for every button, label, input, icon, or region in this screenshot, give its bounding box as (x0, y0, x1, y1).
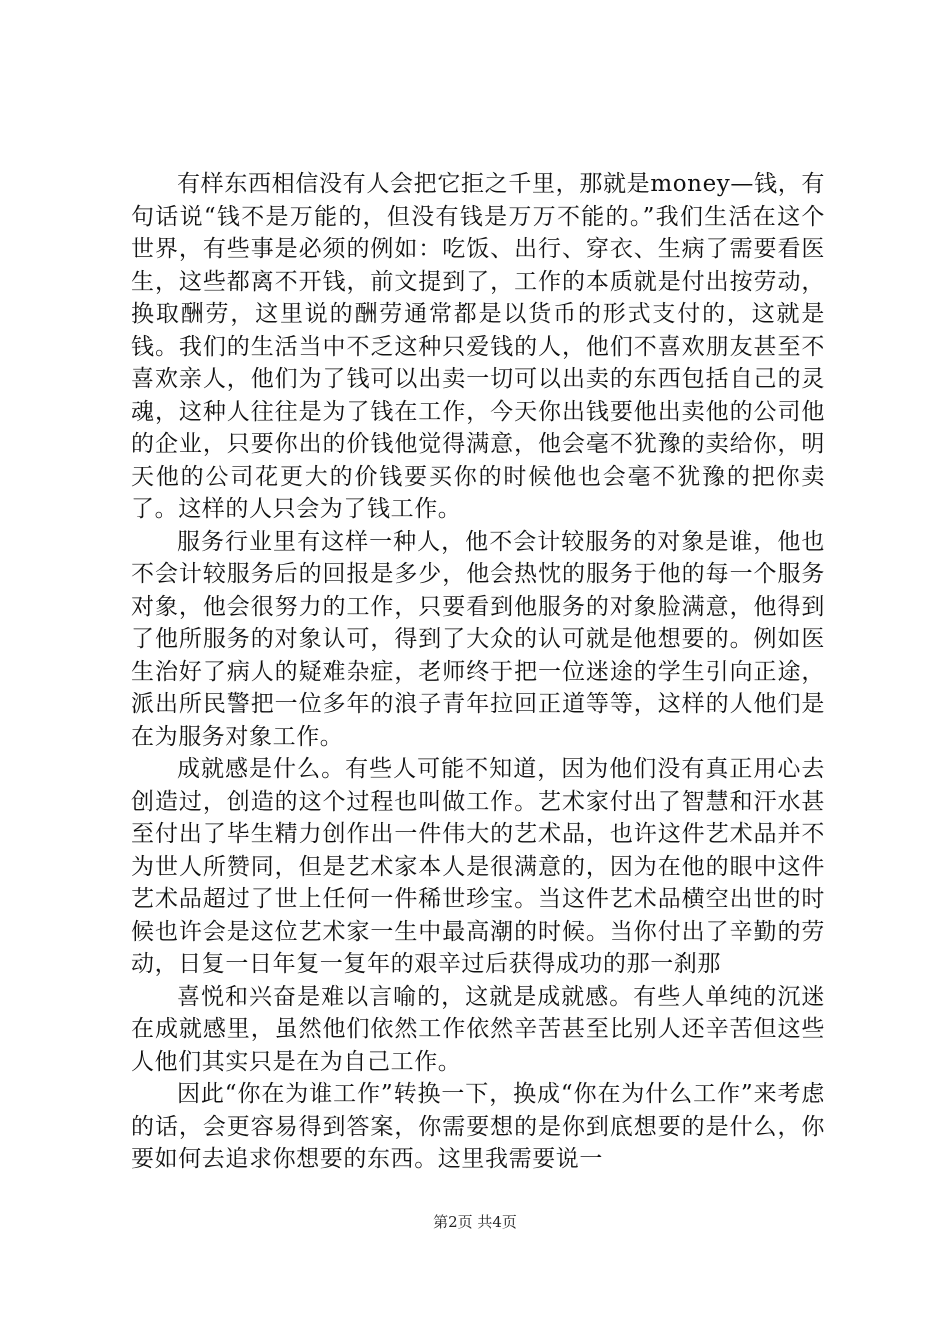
page-number: 第2页 共4页 (433, 1213, 517, 1231)
paragraph-money: 有样东西相信没有人会把它拒之千里，那就是money—钱，有句话说“钱不是万能的，但没有钱是万万不能的。”我们生活在这个世界，有些事是必须的例如：吃饭、出行、穿衣、生病了需要看医生，这些都离不开钱，前文提到了，工作的本质就是付出按劳动，换取酬劳，这里说的酬劳通常都是以货币的形式支付的，这就是钱。我们的生活当中不乏这种只爱钱的人，他们不喜欢朋友甚至不喜欢亲人，他们为了钱可以出卖一切可以出卖的东西包括自己的灵魂，这种人往往是为了钱在工作，今天你出钱要他出卖他的公司他的企业，只要你出的价钱他觉得满意，他会毫不犹豫的卖给你，明天他的公司花更大的价钱要买你的时候他也会毫不犹豫的把你卖了。这样的人只会为了钱工作。 (131, 171, 825, 522)
body-text (131, 168, 825, 1176)
paragraph-service: 服务行业里有这样一种人，他不会计较服务的对象是谁，他也不会计较服务后的回报是多少，他会热忱的服务于他的每一个服务对象，他会很努力的工作，只要看到他服务的对象脸满意，他得到了他所服务的对象认可，得到了大众的认可就是他想要的。例如医生治好了病人的疑难杂症，老师终于把一位迷途的学生引向正途，派出所民警把一位多年的浪子青年拉回正道等等，这样的人他们是在为服务对象工作。 (131, 528, 825, 750)
paragraph-joy: 喜悦和兴奋是难以言喻的，这就是成就感。有些人单纯的沉迷在成就感里，虽然他们依然工作依然辛苦甚至比别人还辛苦但这些人他们其实只是在为自己工作。 (131, 983, 825, 1075)
paragraph-conclusion: 因此“你在为谁工作”转换一下，换成“你在为什么工作”来考虑的话，会更容易得到答案，你需要想的是你到底想要的是什么，你要如何去追求你想要的东西。这里我需要说一 (131, 1081, 825, 1172)
paragraph-achievement: 成就感是什么。有些人可能不知道，因为他们没有真正用心去创造过，创造的这个过程也叫做工作。艺术家付出了智慧和汗水甚至付出了毕生精力创作出一件伟大的艺术品，也许这件艺术品并不为世人所赞同，但是艺术家本人是很满意的，因为在他的眼中这件艺术品超过了世上任何一件稀世珍宝。当这件艺术品横空出世的时候也许会是这位艺术家一生中最高潮的时候。当你付出了辛勤的劳动，日复一日年复一复年的艰辛过后获得成功的那一刹那 (131, 756, 825, 977)
